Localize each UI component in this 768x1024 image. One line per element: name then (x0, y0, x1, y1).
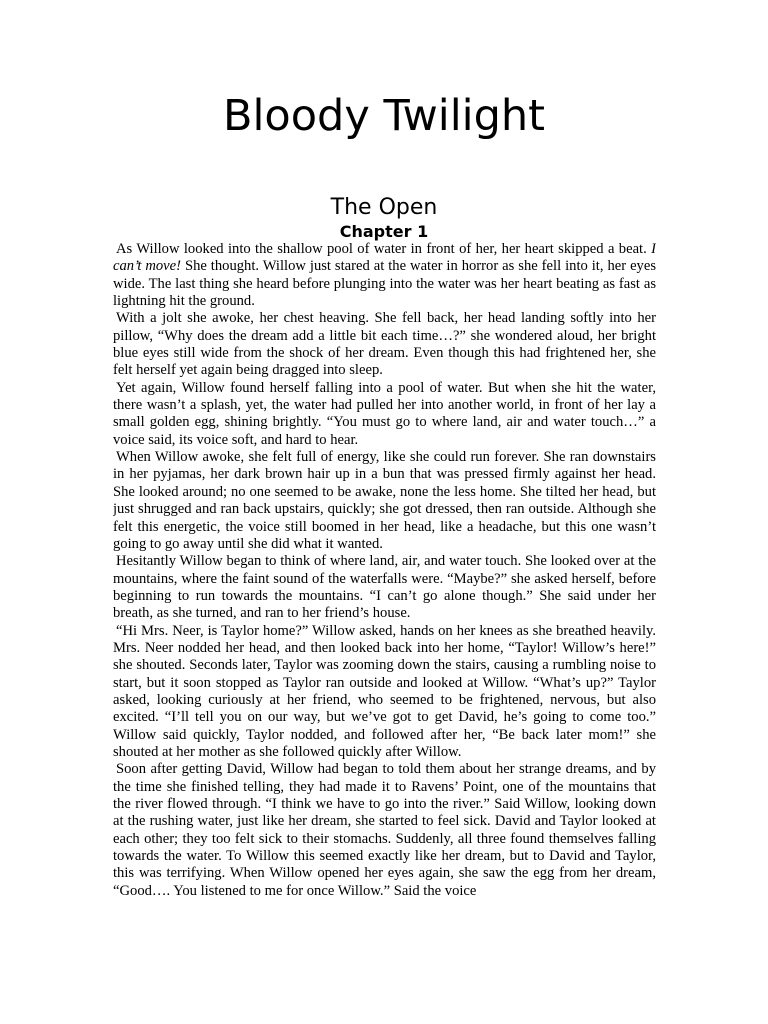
emphasis-text: I can’t move! (113, 241, 656, 275)
paragraph (113, 241, 656, 310)
part-title: The Open (330, 195, 438, 220)
paragraph: When Willow awoke, she felt full of energy, like she could run forever. She ran downstairs in her pyjamas, her dark brown hair up in a bun that was pressed firmly against her head. She looked around; no one seemed to be awake, none the less home. She tilted her head, but just shrugged and ran back upstairs, quickly; she got dressed, then ran outside. Although she felt this energetic, the voice still boomed in her head, like a headache, but this one wasn’t going to go away until she did what it wanted. (113, 449, 656, 552)
book-title: Bloody Twilight (222, 91, 546, 141)
paragraph: Yet again, Willow found herself falling into a pool of water. But when she hit the water, there wasn’t a splash, yet, the water had pulled her into another world, in front of her lay a small golden egg, shining brightly. “You must go to where land, air and water touch…” a voice said, its voice soft, and hard to hear. (113, 379, 656, 448)
chapter-title: Chapter 1 (339, 222, 429, 241)
chapter-body (113, 241, 656, 901)
paragraph: “Hi Mrs. Neer, is Taylor home?” Willow asked, hands on her knees as she breathed heavily. Mrs. Neer nodded her head, and then looked back into her home, “Taylor! Willow’s here!” she shouted. Seconds later, Taylor was zooming down the stairs, causing a rumbling noise to start, but it soon stopped as Taylor ran outside and looked at Willow. “What’s up?” Taylor asked, looking curiously at her friend, who seemed to be frightened, nervous, but also excited. “I’ll tell you on our way, but we’ve got to get David, he’s going to come too.” Willow said quickly, Taylor nodded, and followed after her, “Be back later mom!” she shouted at her mother as she followed quickly after Willow. (113, 622, 656, 760)
paragraph-text: As Willow looked into the shallow pool of water in front of her, her heart skipped a beat. (116, 241, 652, 257)
paragraph: Soon after getting David, Willow had began to told them about her strange dreams, and by the time she finished telling, they had made it to Ravens’ Point, one of the mountains that the river flowed through. “I think we have to go into the river.” Said Willow, looking down at the rushing water, just like her dream, she started to feel sick. David and Taylor looked at each other; they too felt sick to their stomachs. Suddenly, all three found themselves falling towards the water. To Willow this seemed exactly like her dream, but to David and Taylor, this was terrifying. When Willow opened her eyes again, she saw the egg from her dream, “Good…. You listened to me for once Willow.” Said the voice (113, 761, 656, 899)
paragraph: Hesitantly Willow began to think of where land, air, and water touch. She looked over at the mountains, where the faint sound of the waterfalls were. “Maybe?” she asked herself, before beginning to run towards the mountains. “I can’t go alone though.” She said under her breath, as she turned, and ran to her friend’s house. (113, 553, 656, 622)
paragraph: With a jolt she awoke, her chest heaving. She fell back, her head landing softly into her pillow, “Why does the dream add a little bit each time…?” she wondered aloud, her bright blue eyes still wide from the shock of her dream. Even though this had frightened her, she felt herself yet again being dragged into sleep. (113, 310, 656, 379)
paragraph-text: She thought. Willow just stared at the water in horror as she fell into it, her eyes wide. The last thing she heard before plunging into the water was her heart beating as fast as lightning hit the ground. (113, 258, 656, 310)
